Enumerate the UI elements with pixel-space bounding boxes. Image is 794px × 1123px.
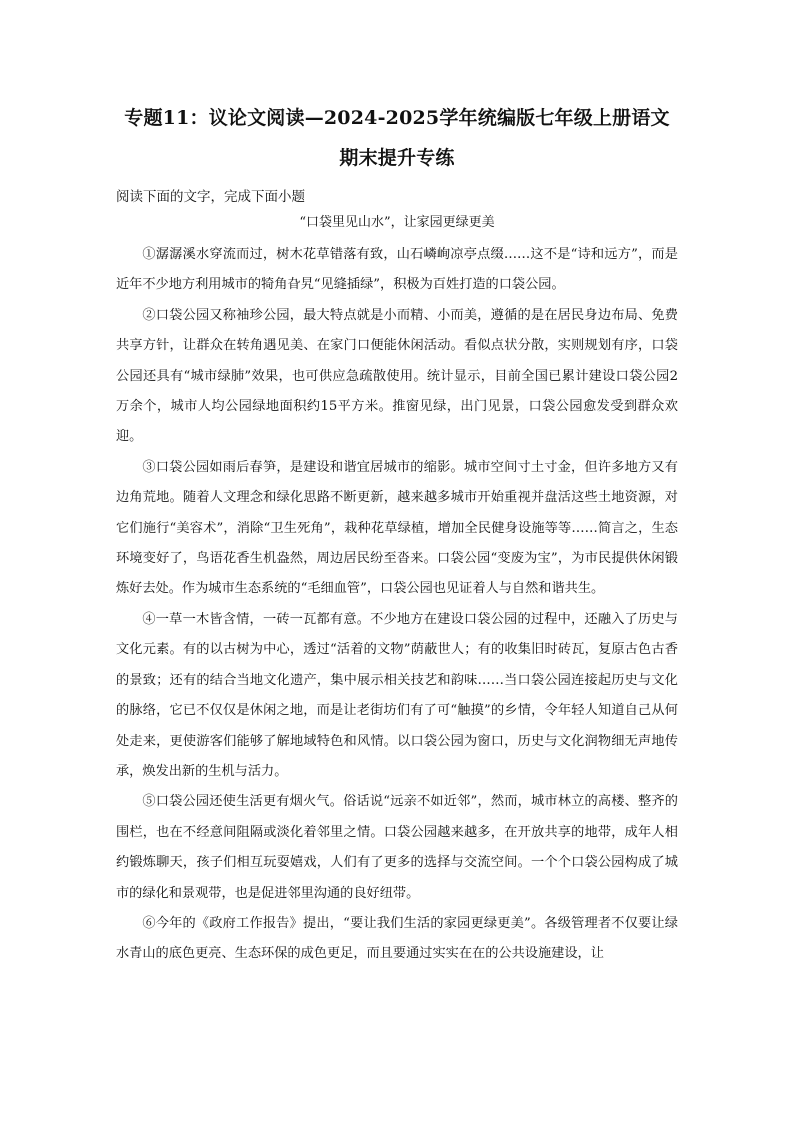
title-line-1: 专题11：议论文阅读—2024-2025学年统编版七年级上册语文 bbox=[124, 107, 670, 129]
article-body bbox=[116, 240, 678, 970]
paragraph-5: ⑤口袋公园还使生活更有烟火气。俗话说“远亲不如近邻”，然而，城市林立的高楼、整齐的围栏，也在不经意间阻隔或淡化着邻里之情。口袋公园越来越多，在开放共享的地带，成年人相约锻炼聊天，孩子们相互玩耍嬉戏，人们有了更多的选择与交流空间。一个个口袋公园构成了城市的绿化和景观带，也是促进邻里沟通的良好纽带。 bbox=[116, 794, 678, 901]
paragraph-1: ①潺潺溪水穿流而过，树木花草错落有致，山石嶙峋凉亭点缀……这不是“诗和远方”，而是近年不少地方利用城市的犄角旮旯“见缝插绿”，积极为百姓打造的口袋公园。 bbox=[116, 247, 678, 293]
article-title: “口袋里见山水”，让家园更绿更美 bbox=[299, 215, 495, 230]
paragraph-2: ②口袋公园又称袖珍公园，最大特点就是小而精、小而美，遵循的是在居民身边布局、免费共享方针，让群众在转角遇见美、在家门口便能休闲活动。看似点状分散，实则规划有序，口袋公园还具有“城市绿肺”效果，也可供应急疏散使用。统计显示，目前全国已累计建设口袋公园2万余个，城市人均公园绿地面积约15平方米。推窗见绿，出门见景，口袋公园愈发受到群众欢迎。 bbox=[116, 307, 678, 445]
reading-instruction: 阅读下面的文字，完成下面小题 bbox=[116, 189, 305, 205]
paragraph-6: ⑥今年的《政府工作报告》提出，“要让我们生活的家园更绿更美”。各级管理者不仅要让绿水青山的底色更亮、生态环保的成色更足，而且要通过实实在在的公共设施建设，让 bbox=[116, 915, 678, 962]
paragraph-3: ③口袋公园如雨后春笋，是建设和谐宜居城市的缩影。城市空间寸土寸金，但许多地方又有边角荒地。随着人文理念和绿化思路不断更新，越来越多城市开始重视并盘活这些土地资源，对它们施行“美容术”，消除“卫生死角”，栽种花草绿植，增加全民健身设施等等……简言之，生态环境变好了，鸟语花香生机盎然，周边居民纷至沓来。口袋公园“变废为宝”，为市民提供休闲锻炼好去处。作为城市生态系统的“毛细血管”，口袋公园也见证着人与自然和谐共生。 bbox=[116, 459, 678, 597]
title-line-2: 期末提升专练 bbox=[339, 147, 455, 169]
paragraph-4: ④一草一木皆含情，一砖一瓦都有意。不少地方在建设口袋公园的过程中，还融入了历史与文化元素。有的以古树为中心，透过“活着的文物”荫蔽世人；有的收集旧时砖瓦，复原古色古香的景致；还有的结合当地文化遗产，集中展示相关技艺和韵味……当口袋公园连接起历史与文化的脉络，它已不仅仅是休闲之地，而是让老街坊们有了可“触摸”的乡情，令年轻人知道自己从何处走来，更使游客们能够了解地域特色和风情。以口袋公园为窗口，历史与文化润物细无声地传承，焕发出新的生机与活力。 bbox=[116, 611, 678, 779]
document-title bbox=[116, 98, 678, 178]
